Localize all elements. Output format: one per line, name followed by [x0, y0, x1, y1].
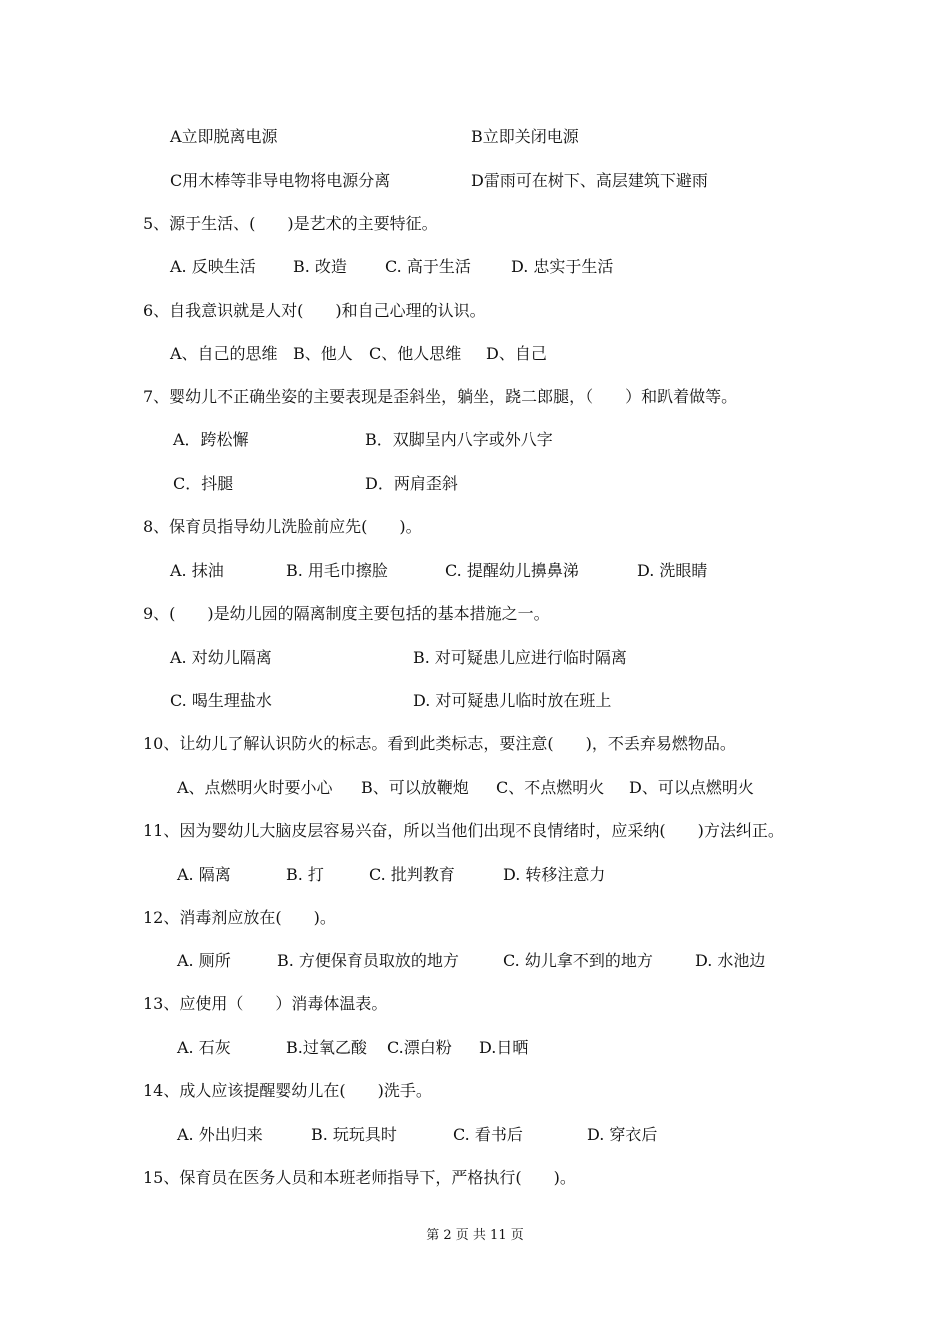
- question-14-option-c: C. 看书后: [453, 1125, 523, 1144]
- question-14-stem: 14、成人应该提醒婴幼儿在( )洗手。: [143, 1081, 432, 1100]
- question-10-option-a: A、点燃明火时要小心: [177, 778, 333, 797]
- question-6-stem: 6、自我意识就是人对( )和自己心理的认识。: [143, 301, 486, 320]
- question-13-option-c: C.漂白粉: [387, 1038, 452, 1057]
- question-14-option-b: B. 玩玩具时: [311, 1125, 397, 1144]
- question-13-option-a: A. 石灰: [177, 1038, 231, 1057]
- question-12-stem: 12、消毒剂应放在( )。: [143, 908, 336, 927]
- question-5-stem: 5、源于生活、( )是艺术的主要特征。: [143, 214, 438, 233]
- question-5-option-c: C. 高于生活: [385, 257, 471, 276]
- question-15-stem: 15、保育员在医务人员和本班老师指导下，严格执行( )。: [143, 1168, 576, 1187]
- question-11-option-b: B. 打: [286, 865, 324, 884]
- question-6-option-c: C、他人思维: [369, 344, 462, 363]
- question-7-option-d: D．两肩歪斜: [365, 474, 458, 493]
- page-footer: 第 2 页 共 11 页: [426, 1228, 524, 1243]
- question-5-option-d: D. 忠实于生活: [511, 257, 614, 276]
- question-5-option-a: A. 反映生活: [170, 257, 256, 276]
- question-10-option-b: B、可以放鞭炮: [361, 778, 469, 797]
- question-6-option-a: A、自己的思维: [170, 344, 278, 363]
- question-8-option-a: A. 抹油: [170, 561, 224, 580]
- question-13-option-d: D.日晒: [479, 1038, 529, 1057]
- question-8-option-d: D. 洗眼睛: [637, 561, 708, 580]
- question-11-option-c: C. 批判教育: [369, 865, 455, 884]
- question-11-stem: 11、因为婴幼儿大脑皮层容易兴奋，所以当他们出现不良情绪时，应采纳( )方法纠正。: [143, 821, 784, 840]
- q4-option-c: C用木棒等非导电物将电源分离: [170, 171, 391, 190]
- q4-option-a: A立即脱离电源: [170, 127, 278, 146]
- question-10-option-d: D、可以点燃明火: [629, 778, 754, 797]
- question-9-option-d: D. 对可疑患儿临时放在班上: [413, 691, 612, 710]
- question-13-option-b: B.过氧乙酸: [286, 1038, 367, 1057]
- question-6-option-b: B、他人: [293, 344, 353, 363]
- question-7-stem: 7、婴幼儿不正确坐姿的主要表现是歪斜坐，躺坐，跷二郎腿，（ ）和趴着做等。: [143, 387, 738, 406]
- question-9-option-c: C. 喝生理盐水: [170, 691, 272, 710]
- question-11-option-a: A. 隔离: [177, 865, 231, 884]
- question-9-option-a: A. 对幼儿隔离: [170, 648, 272, 667]
- question-11-option-d: D. 转移注意力: [503, 865, 606, 884]
- question-14-option-a: A. 外出归来: [177, 1125, 263, 1144]
- question-12-option-d: D. 水池边: [695, 951, 766, 970]
- question-8-option-b: B. 用毛巾擦脸: [286, 561, 388, 580]
- question-10-option-c: C、不点燃明火: [496, 778, 605, 797]
- question-9-stem: 9、( )是幼儿园的隔离制度主要包括的基本措施之一。: [143, 604, 550, 623]
- question-14-option-d: D. 穿衣后: [587, 1125, 658, 1144]
- question-12-option-b: B. 方便保育员取放的地方: [277, 951, 459, 970]
- question-7-option-a: A．跨松懈: [173, 430, 249, 449]
- question-12-option-a: A. 厕所: [177, 951, 231, 970]
- question-8-stem: 8、保育员指导幼儿洗脸前应先( )。: [143, 517, 422, 536]
- question-12-option-c: C. 幼儿拿不到的地方: [503, 951, 653, 970]
- q4-option-d: D雷雨可在树下、高层建筑下避雨: [471, 171, 708, 190]
- question-6-option-d: D、自己: [486, 344, 547, 363]
- q4-option-b: B立即关闭电源: [471, 127, 579, 146]
- question-9-option-b: B. 对可疑患儿应进行临时隔离: [413, 648, 627, 667]
- question-8-option-c: C. 提醒幼儿擤鼻涕: [445, 561, 579, 580]
- question-10-stem: 10、让幼儿了解认识防火的标志。看到此类标志，要注意( )，不丢弃易燃物品。: [143, 734, 736, 753]
- question-7-option-c: C．抖腿: [173, 474, 234, 493]
- question-7-option-b: B．双脚呈内八字或外八字: [365, 430, 553, 449]
- question-5-option-b: B. 改造: [293, 257, 347, 276]
- question-13-stem: 13、应使用（ ）消毒体温表。: [143, 994, 388, 1013]
